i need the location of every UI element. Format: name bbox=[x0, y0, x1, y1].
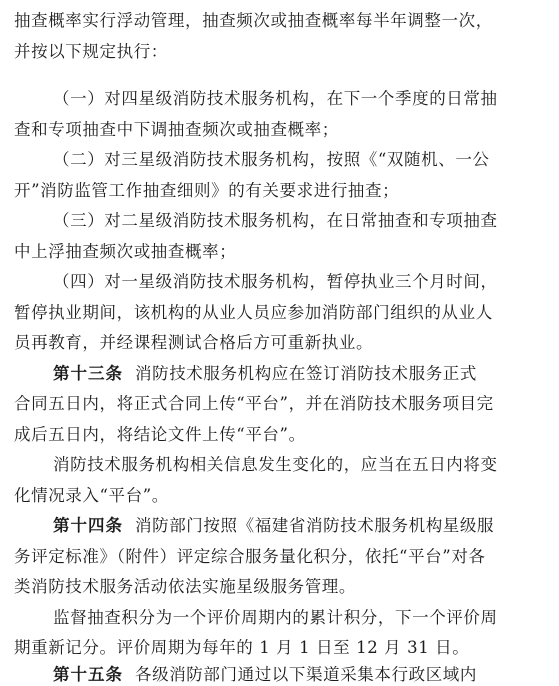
article-13-heading: 第十三条 bbox=[53, 364, 123, 383]
text-line: 员再教育，并经课程测试合格后方可重新执业。 bbox=[14, 333, 374, 352]
text-line: 监督抽查积分为一个评价周期内的累计积分，下一个评价周 bbox=[53, 608, 498, 627]
text-line: 期重新记分。评价周期为每年的 1 月 1 日至 12 月 31 日。 bbox=[14, 638, 470, 657]
text-line: 合同五日内，将正式合同上传“平台”，并在消防技术服务项目完 bbox=[14, 394, 494, 413]
text-line: 并按以下规定执行： bbox=[14, 42, 168, 61]
text-line: 开”消防监管工作抽查细则》的有关要求进行抽查； bbox=[14, 181, 400, 200]
text-line: 各级消防部门通过以下渠道采集本行政区域内 bbox=[135, 665, 477, 684]
text-line: 中上浮抽查频次或抽查概率； bbox=[14, 242, 237, 261]
text-line: （三）对二星级消防技术服务机构，在日常抽查和专项抽查 bbox=[53, 211, 498, 230]
text-line: 查和专项抽查中下调抽查频次或抽查概率； bbox=[14, 120, 339, 139]
text-line: 抽查概率实行浮动管理，抽查频次或抽查概率每半年调整一次， bbox=[14, 11, 493, 30]
text-line: 消防技术服务机构应在签订消防技术服务正式 bbox=[135, 364, 477, 383]
text-line: （二）对三星级消防技术服务机构，按照《“双随机、一公 bbox=[53, 150, 490, 169]
article-15-paragraph bbox=[53, 664, 477, 686]
article-14-heading: 第十四条 bbox=[53, 516, 123, 535]
text-line: 消防部门按照《福建省消防技术服务机构星级服 bbox=[135, 516, 495, 535]
text-line: 成后五日内，将结论文件上传“平台”。 bbox=[14, 425, 306, 444]
text-line: （四）对一星级消防技术服务机构，暂停执业三个月时间， bbox=[53, 272, 498, 291]
article-13-paragraph bbox=[53, 363, 477, 385]
text-line: 化情况录入“平台”。 bbox=[14, 486, 169, 505]
text-line: 消防技术服务机构相关信息发生变化的，应当在五日内将变 bbox=[53, 455, 498, 474]
article-14-paragraph bbox=[53, 515, 494, 537]
text-line: 务评定标准》（附件）评定综合服务量化积分，依托“平台”对各 bbox=[14, 547, 486, 566]
text-line: 类消防技术服务活动依法实施星级服务管理。 bbox=[14, 577, 356, 596]
article-15-heading: 第十五条 bbox=[53, 665, 123, 684]
text-line: 暂停执业期间，该机构的从业人员应参加消防部门组织的从业人 bbox=[14, 303, 493, 322]
text-line: （一）对四星级消防技术服务机构，在下一个季度的日常抽 bbox=[53, 89, 498, 108]
